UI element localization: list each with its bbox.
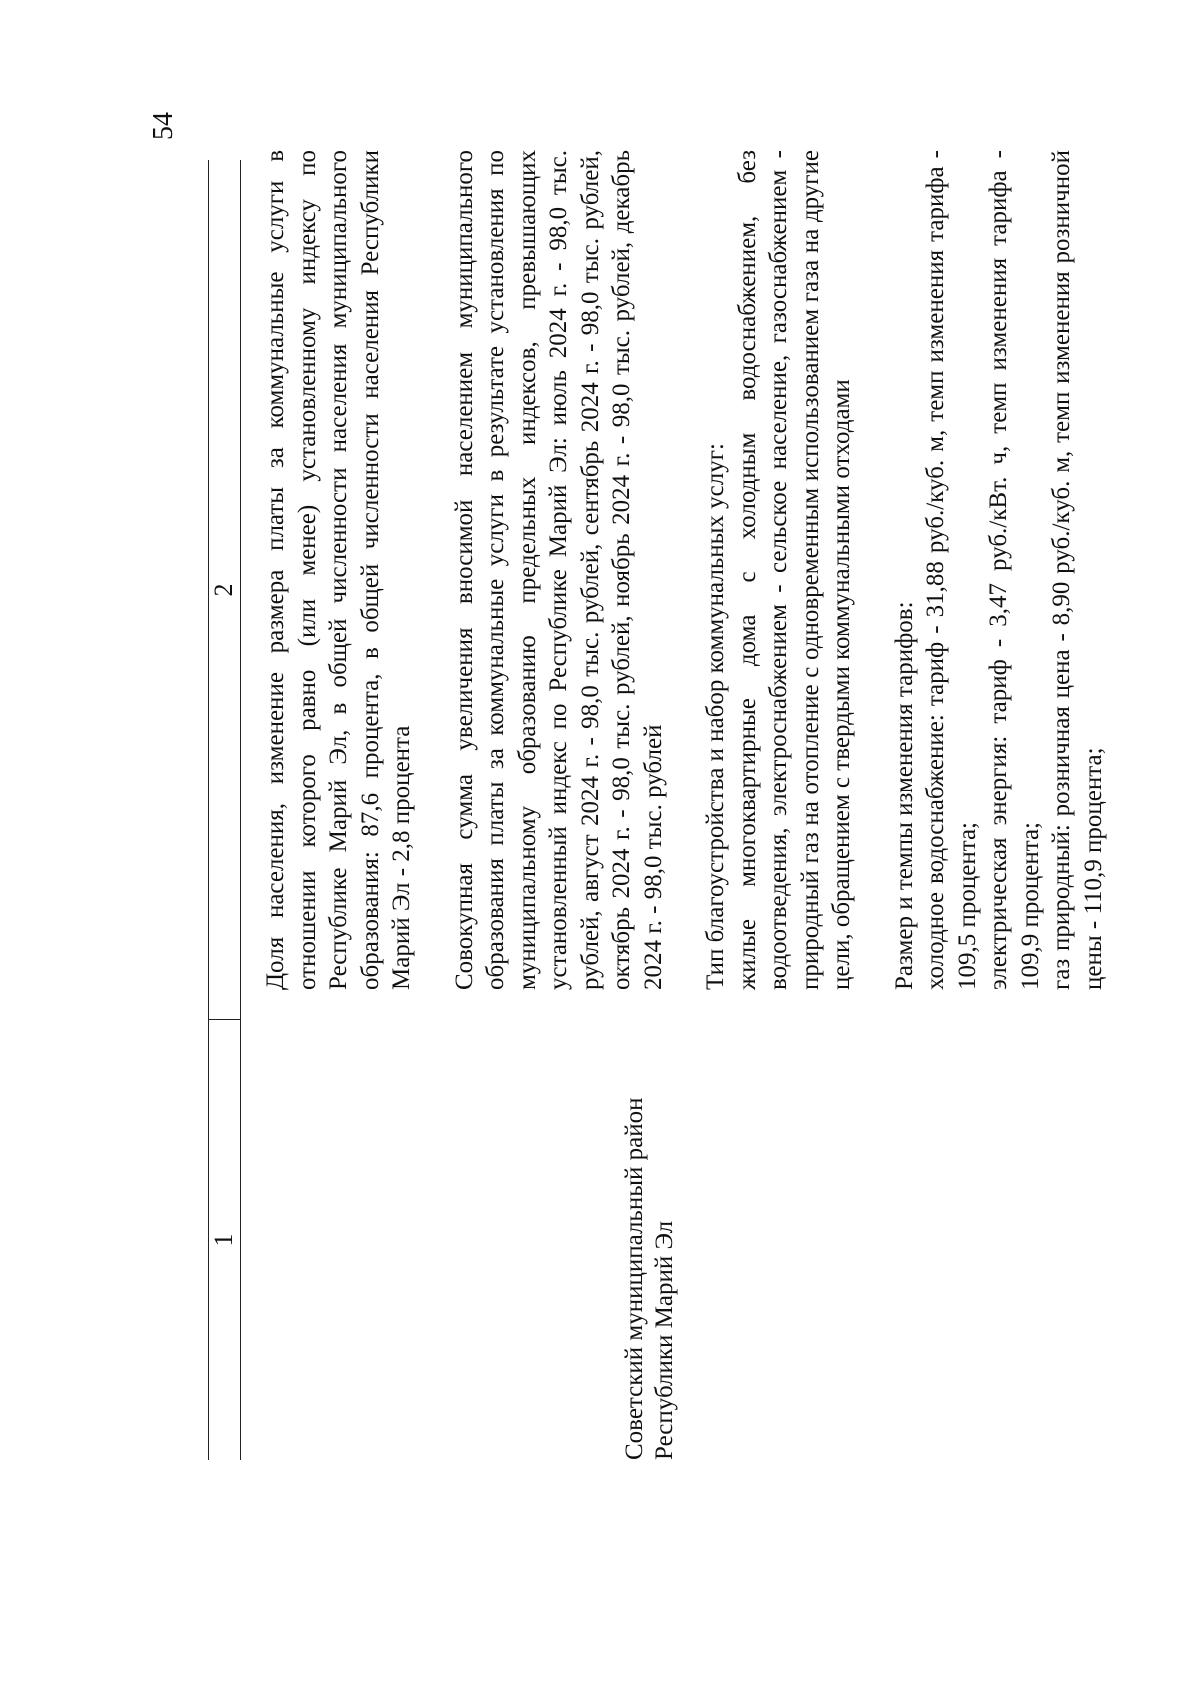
rotated-page [148, 112, 1107, 1460]
tariff-electric: электрическая энергия: тариф - 3,47 руб./кВт. ч, темп изменения тарифа - 109,9 процента; [985, 150, 1044, 990]
share-paragraph: Доля населения, изменение размера платы за коммунальные услуги в отношении которого равно (или менее) установленному индексу по Республике Марий Эл, в общей численности населения муниципального образования: 87,6 процента, в общей численности населения Республики Марий Эл - 2,8 процента [262, 150, 415, 990]
column-header-1: 1 [209, 1233, 238, 1247]
total-increase-paragraph: Совокупная сумма увеличения вносимой населением муниципального образования платы за коммунальные услуги в результате установления по муниципальному образованию предельных индексов, превышающих установленный индекс по Республике Марий Эл: июль 2024 г. - 98,0 тыс. рублей, август 2024 г. - 98,0 тыс. рублей, сентябрь 2024 г. - 98,0 тыс. рублей, октябрь 2024 г. - 98,0 тыс. рублей, ноябрь 2024 г. - 98,0 тыс. рублей, декабрь 2024 г. - 98,0 тыс. рублей [450, 150, 667, 990]
column-header-2: 2 [209, 583, 238, 597]
type-paragraph: жилые многоквартирные дома с холодным водоснабжением, без водоотведения, электроснабжением - сельское население, газоснабжением - природный газ на отопление с одновременным использованием газа на другие цели, обращением с твердыми коммунальными отходами [733, 150, 855, 990]
tariffs-heading: Размер и темпы изменения тарифов: [890, 601, 918, 990]
tariff-water: холодное водоснабжение: тариф - 31,88 руб./куб. м, темп изменения тарифа - 109,5 процента; [922, 150, 981, 990]
description-cell [260, 150, 1109, 990]
page-number: 54 [148, 112, 179, 140]
type-heading: Тип благоустройства и набор коммунальных услуг: [702, 443, 729, 990]
region-cell: Советский муниципальный район Республики Марий Эл [621, 1097, 678, 1460]
tariff-gas: газ природный: розничная цена - 8,90 руб./куб. м, темп изменения розничной цены - 110,9 процента; [1048, 150, 1107, 990]
table-header-rule [240, 160, 241, 1460]
